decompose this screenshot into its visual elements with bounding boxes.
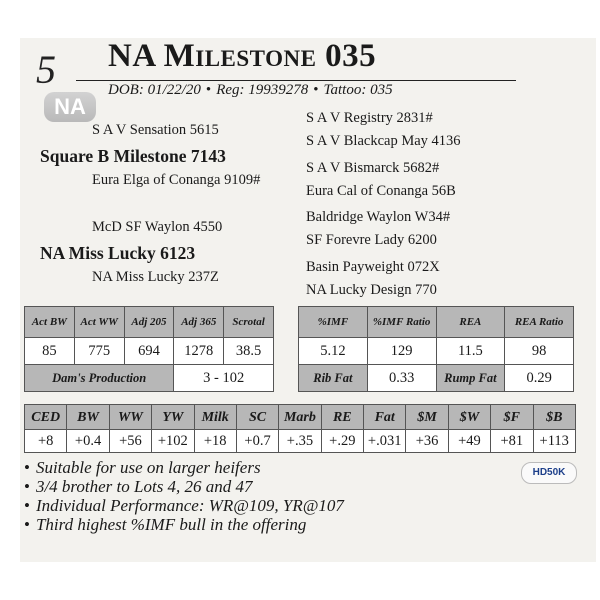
- col-imf: %IMF: [299, 307, 368, 338]
- cell-dollar-b: +113: [533, 430, 576, 453]
- pedigree-dam-sire: McD SF Waylon 4550: [92, 219, 223, 235]
- cell-act-bw: 85: [25, 338, 75, 365]
- note-item: • Suitable for use on larger heifers: [24, 458, 344, 477]
- cell-dollar-m: +36: [406, 430, 448, 453]
- animal-title: NA Milestone 035: [108, 38, 377, 74]
- pedigree-right-5: Baldridge Waylon W34#: [306, 209, 451, 225]
- pedigree-sire: Square B Milestone 7143: [40, 146, 226, 166]
- dams-production-label: Dam's Production: [25, 365, 174, 392]
- cell-milk: +18: [194, 430, 236, 453]
- pedigree-dam: NA Miss Lucky 6123: [40, 243, 196, 263]
- col-imf-ratio: %IMF Ratio: [367, 307, 436, 338]
- pedigree-sire-sire: S A V Sensation 5615: [92, 122, 219, 138]
- pedigree-right-1: S A V Registry 2831#: [306, 110, 433, 126]
- cell-ced: +8: [25, 430, 67, 453]
- col-dollar-w: $W: [448, 405, 490, 430]
- rump-fat-value: 0.29: [505, 365, 574, 392]
- col-yw: YW: [152, 405, 194, 430]
- pedigree-sire-dam: Eura Elga of Conanga 9109#: [92, 172, 261, 188]
- cell-rea: 11.5: [436, 338, 505, 365]
- pedigree-right-3: S A V Bismarck 5682#: [306, 160, 440, 176]
- col-scrotal: Scrotal: [224, 307, 274, 338]
- reg-text: Reg: 19939278: [216, 82, 309, 98]
- pedigree-right-8: NA Lucky Design 770: [306, 282, 437, 298]
- notes-list: [24, 458, 344, 534]
- pedigree-dam-dam: NA Miss Lucky 237Z: [92, 269, 219, 285]
- performance-table: [24, 306, 274, 392]
- cell-adj-365: 1278: [174, 338, 224, 365]
- cell-re: +.29: [321, 430, 363, 453]
- na-logo: NA: [44, 92, 96, 122]
- cell-rea-ratio: 98: [505, 338, 574, 365]
- dob-text: DOB: 01/22/20: [108, 82, 201, 98]
- col-adj-205: Adj 205: [124, 307, 174, 338]
- col-bw: BW: [67, 405, 109, 430]
- rib-fat-value: 0.33: [367, 365, 436, 392]
- cell-dollar-f: +81: [491, 430, 533, 453]
- epd-header-row: [25, 405, 576, 430]
- separator-dot: •: [313, 82, 319, 98]
- performance-header-row: [25, 307, 274, 338]
- fat-row: [299, 365, 574, 392]
- col-fat: Fat: [364, 405, 406, 430]
- pedigree-right-6: SF Forevre Lady 6200: [306, 232, 437, 248]
- col-sc: SC: [236, 405, 278, 430]
- col-ced: CED: [25, 405, 67, 430]
- cell-dollar-w: +49: [448, 430, 490, 453]
- cell-sc: +0.7: [236, 430, 278, 453]
- col-adj-365: Adj 365: [174, 307, 224, 338]
- cell-act-ww: 775: [74, 338, 124, 365]
- note-item: • Third highest %IMF bull in the offering: [24, 515, 344, 534]
- rib-fat-label: Rib Fat: [299, 365, 368, 392]
- epd-value-row: [25, 430, 576, 453]
- pedigree-right-2: S A V Blackcap May 4136: [306, 133, 461, 149]
- cell-bw: +0.4: [67, 430, 109, 453]
- col-milk: Milk: [194, 405, 236, 430]
- col-ww: WW: [109, 405, 151, 430]
- pedigree-right-7: Basin Payweight 072X: [306, 259, 440, 275]
- cell-imf-ratio: 129: [367, 338, 436, 365]
- col-dollar-m: $M: [406, 405, 448, 430]
- tattoo-text: Tattoo: 035: [323, 82, 393, 98]
- animal-info-line: [108, 82, 393, 99]
- carcass-table: [298, 306, 574, 392]
- cell-yw: +102: [152, 430, 194, 453]
- performance-value-row: [25, 338, 274, 365]
- pedigree-right-4: Eura Cal of Conanga 56B: [306, 183, 456, 199]
- hd50k-logo: HD50K: [521, 462, 577, 484]
- cell-imf: 5.12: [299, 338, 368, 365]
- cell-fat: +.031: [364, 430, 406, 453]
- carcass-header-row: [299, 307, 574, 338]
- cell-marb: +.35: [279, 430, 321, 453]
- separator-dot: •: [205, 82, 212, 98]
- col-dollar-b: $B: [533, 405, 576, 430]
- cell-adj-205: 694: [124, 338, 174, 365]
- rump-fat-label: Rump Fat: [436, 365, 505, 392]
- col-re: RE: [321, 405, 363, 430]
- col-marb: Marb: [279, 405, 321, 430]
- lot-number: 5: [36, 47, 56, 92]
- col-dollar-f: $F: [491, 405, 533, 430]
- epd-table: [24, 404, 576, 453]
- cell-scrotal: 38.5: [224, 338, 274, 365]
- carcass-value-row: [299, 338, 574, 365]
- col-act-ww: Act WW: [74, 307, 124, 338]
- col-rea: REA: [436, 307, 505, 338]
- col-rea-ratio: REA Ratio: [505, 307, 574, 338]
- cell-ww: +56: [109, 430, 151, 453]
- note-item: • Individual Performance: WR@109, YR@107: [24, 496, 344, 515]
- dams-production-row: [25, 365, 274, 392]
- note-item: • 3/4 brother to Lots 4, 26 and 47: [24, 477, 344, 496]
- col-act-bw: Act BW: [25, 307, 75, 338]
- title-divider: [76, 80, 516, 81]
- dams-production-value: 3 - 102: [174, 365, 274, 392]
